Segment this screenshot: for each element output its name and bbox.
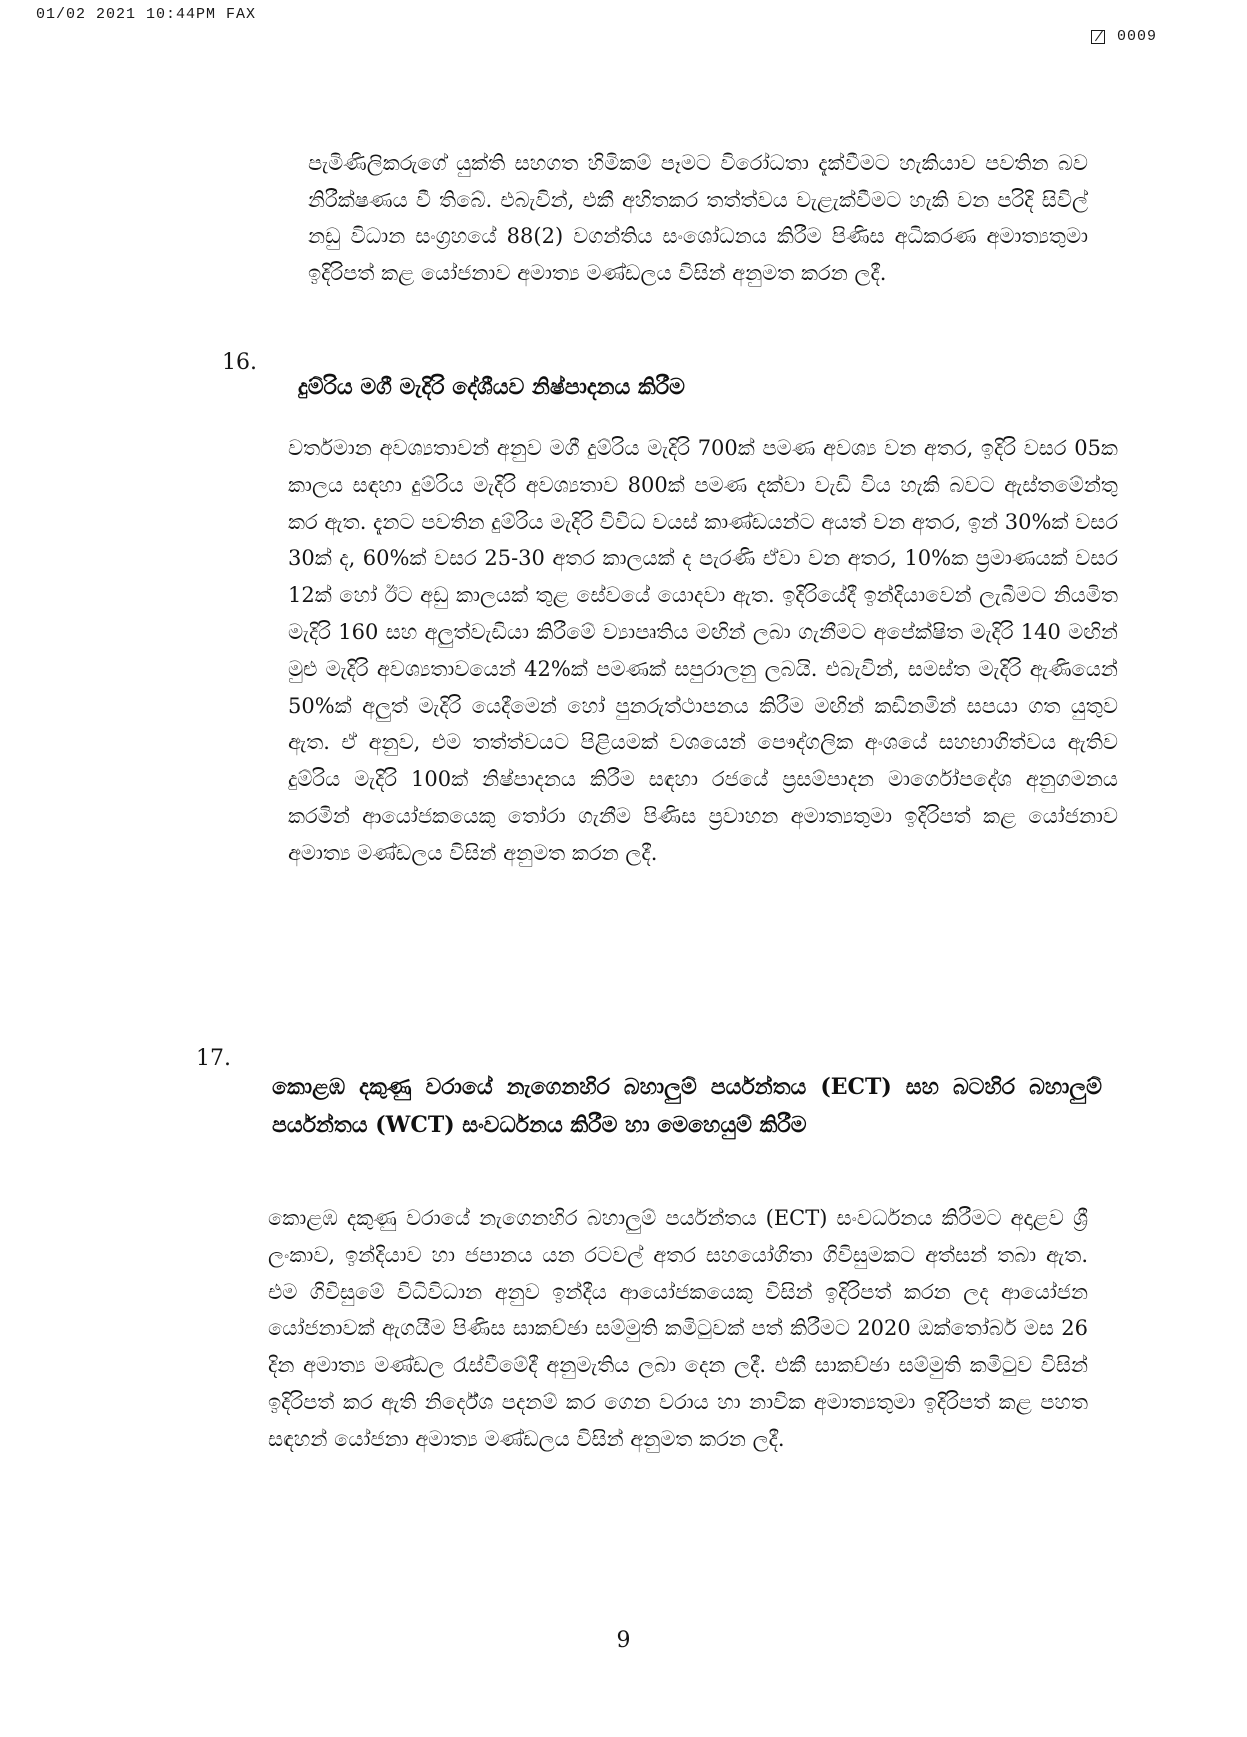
continued-paragraph: පැමිණිලිකරුගේ යුක්ති සහගත හිමිකම් පෑමට විරෝධතා දැක්වීමට හැකියාව පවතින බව නිරීක්ෂණය වී තිබේ. එබැවින්, එකී අහිතකර තත්ත්වය වැළැක්වීමට හැකි වන පරිදි සිවිල් නඩු විධාන සංග්‍රහයේ 88(2) වගන්තිය සංශෝධනය කිරීම පිණිස අධිකරණ අමාත්‍යතුමා ඉදිරිපත් කළ යෝජනාව අමාත්‍ය මණ්ඩලය විසින් අනුමත කරන ලදී.: [308, 151, 1088, 285]
fax-page-code: 0009: [1116, 28, 1157, 45]
page-number: 9: [616, 1628, 631, 1653]
fax-page-indicator: [1091, 28, 1157, 45]
section-17-body: කොළඹ දකුණු වරායේ නැගෙනහිර බහාලුම් පර්යන්තය (ECT) සංවර්ධනය කිරීමට අදාළව ශ්‍රී ලංකාව, ඉන්දියාව හා ජපානය යන රටවල් අතර සහයෝගිතා ගිවිසුමකට අත්සන් තබා ඇත. එම ගිවිසුමේ විධිවිධාන අනුව ඉන්දීය ආයෝජකයෙකු විසින් ඉදිරිපත් කරන ලද ආයෝජන යෝජනාවක් ඇගයීම පිණිස සාකච්ඡා සම්මුති කමිටුවක් පත් කිරීමට 2020 ඔක්තෝබර් මස 26 දින අමාත්‍ය මණ්ඩල රැස්වීමේදී අනුමැතිය ලබා දෙන ලදී. එකී සාකච්ඡා සම්මුති කමිටුව විසින් ඉදිරිපත් කර ඇති නිර්දේශ පදනම් කර ගෙන වරාය හා නාවික අමාත්‍යතුමා ඉදිරිපත් කළ පහත සඳහන් යෝජනා අමාත්‍ය මණ්ඩලය විසින් අනුමත කරන ලදී.: [268, 1206, 1088, 1451]
section-16-heading: දුම්රිය මගී මැදිරි දේශීයව නිෂ්පාදනය කිරීම: [298, 374, 685, 400]
section-17-number: 17.: [196, 1046, 231, 1071]
checkbox-mark-icon: [1091, 30, 1105, 44]
fax-header-datetime: 01/02 2021 10:44PM FAX: [36, 6, 257, 23]
section-16-body: වර්තමාන අවශ්‍යතාවන් අනුව මගී දුම්රිය මැදිරි 700ක් පමණ අවශ්‍ය වන අතර, ඉදිරි වසර 05ක කාලය සඳහා දුම්රිය මැදිරි අවශ්‍යතාව 800ක් පමණ දක්වා වැඩි විය හැකි බවට ඇස්තමේන්තු කර ඇත. දැනට පවතින දුම්රිය මැදිරි විවිධ වයස් කාණ්ඩයන්ට අයත් වන අතර, ඉන් 30%ක් වසර 30ක් ද, 60%ක් වසර 25-30 අතර කාලයක් ද පැරණි ඒවා වන අතර, 10%ක ප්‍රමාණයක් වසර 12ක් හෝ ඊට අඩු කාලයක් තුළ සේවයේ යොදවා ඇත. ඉදිරියේදී ඉන්දියාවෙන් ලැබීමට නියමිත මැදිරි 160 සහ අලුත්වැඩියා කිරීමේ ව්‍යාපෘතිය මඟින් ලබා ගැනීමට අපේක්ෂිත මැදිරි 140 මඟින් මුළු මැදිරි අවශ්‍යතාවයෙන් 42%ක් පමණක් සපුරාලනු ලබයි. එබැවින්, සමස්ත මැදිරි ඇණියෙන් 50%ක් අලුත් මැදිරි යෙදීමෙන් හෝ පුනරුත්ථාපනය කිරීම මඟින් කඩිනමින් සපයා ගත යුතුව ඇත. ඒ අනුව, එම තත්ත්වයට පිළියමක් වශයෙන් පෞද්ගලික අංශයේ සහභාගිත්වය ඇතිව දුම්රිය මැදිරි 100ක් නිෂ්පාදනය කිරීම සඳහා රජයේ ප්‍රසම්පාදන මාර්ගෝපදේශ අනුගමනය කරමින් ආයෝජකයෙකු තෝරා ගැනීම පිණිස ප්‍රවාහන අමාත්‍යතුමා ඉදිරිපත් කළ යෝජනාව අමාත්‍ය මණ්ඩලය විසින් අනුමත කරන ලදී.: [288, 436, 1119, 865]
section-16-number: 16.: [222, 350, 257, 375]
section-17-heading: කොළඹ දකුණු වරායේ නැගෙනහිර බහාලුම් පර්යන්තය (ECT) සහ බටහිර බහාලුම් පර්යන්තය (WCT) සංවර්ධනය කිරීම හා මෙහෙයුම් කිරීම: [272, 1074, 1102, 1138]
